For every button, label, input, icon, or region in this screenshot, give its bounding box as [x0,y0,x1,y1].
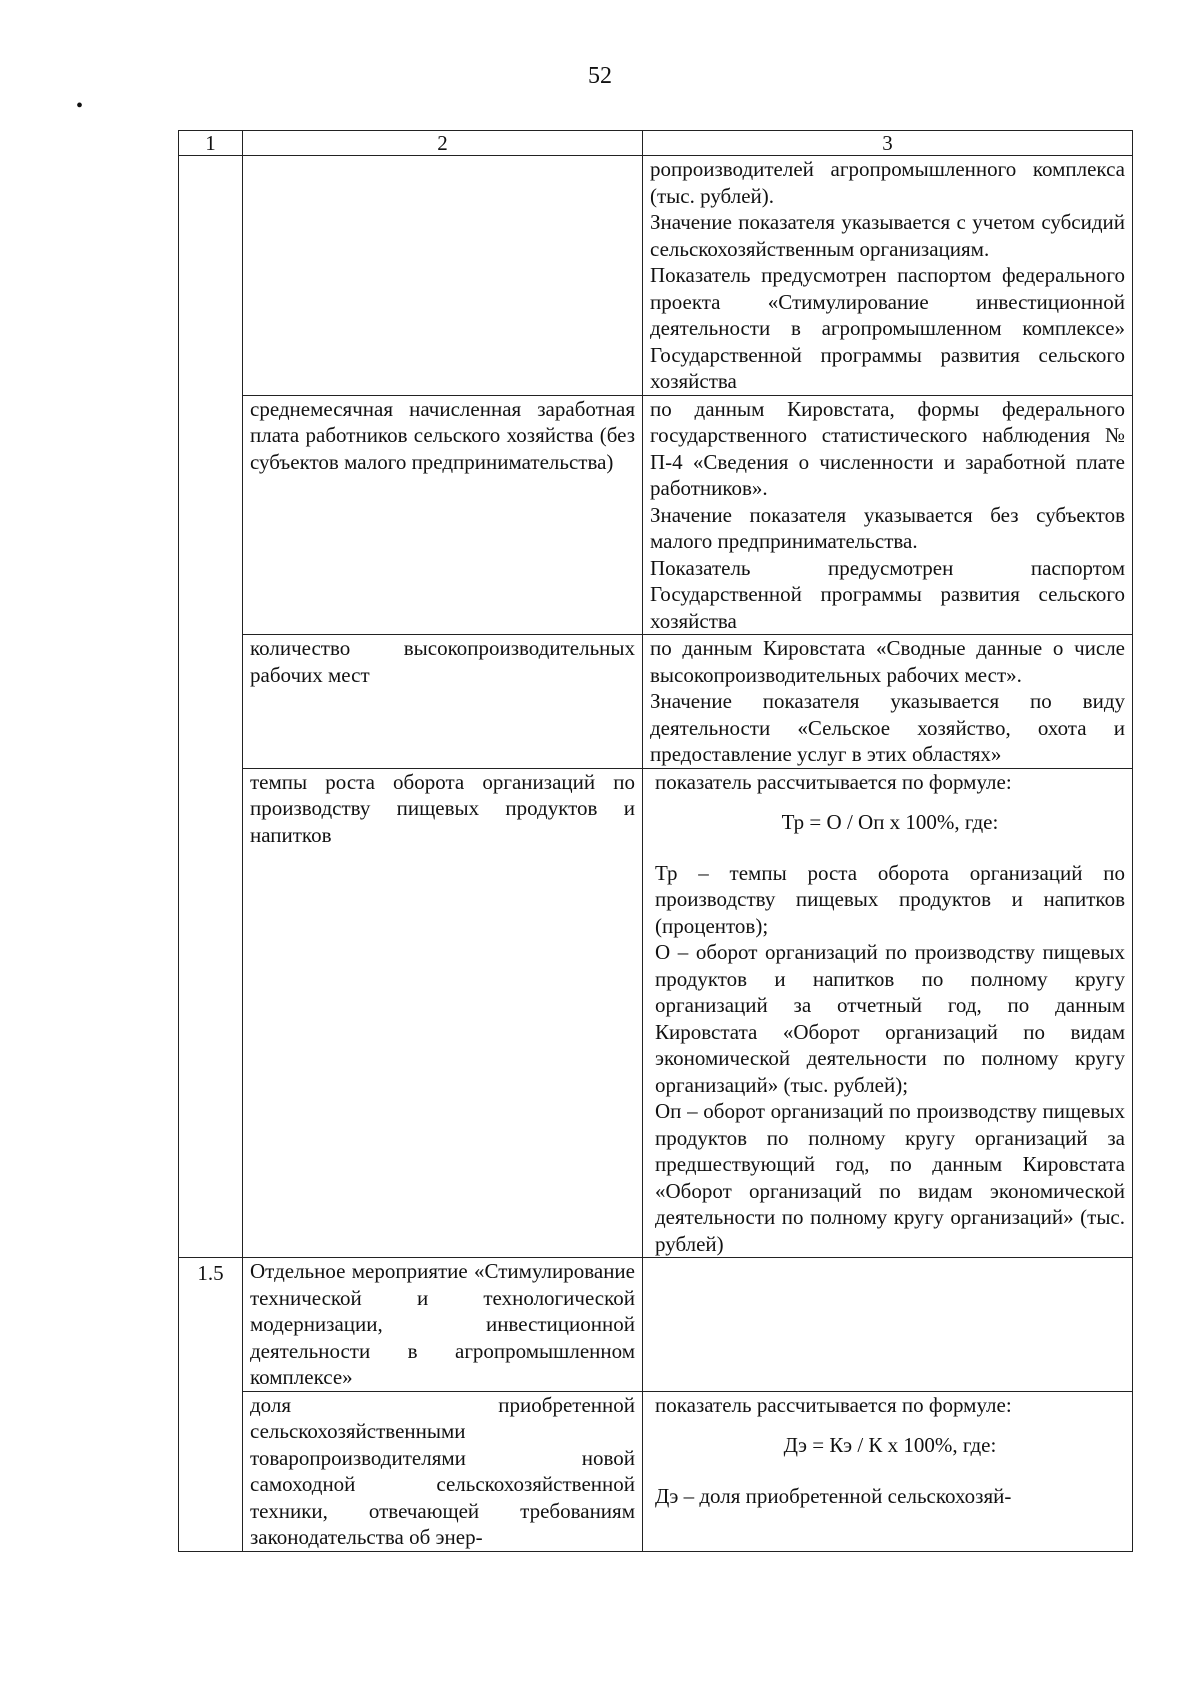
indicator-name: темпы роста оборота организаций по производству пищевых продуктов и напитков [243,768,643,1258]
method-paragraph: ропроизводителей агропромышленного комплекса (тыс. рублей). [650,157,1125,208]
margin-mark: • [76,95,84,117]
method-paragraph: Оп – оборот организаций по производству пищевых продуктов по полному кругу организаций за предшествующий год, по данным Кировстата «Оборот организаций по видам экономической деятельности по полному кругу организаций» (тыс. рублей) [655,1099,1125,1256]
method-paragraph: Показатель предусмотрен паспортом Государственной программы развития сельского хозяйства [650,555,1125,633]
indicator-method [643,768,1133,1258]
row-number: 1.5 [179,1258,243,1552]
method-paragraph: Тр – темпы роста оборота организаций по производству пищевых продуктов и напитков (процентов); [655,860,1125,938]
formula: Дэ = Кэ / К x 100%, где: [783,1433,997,1457]
formula: Тр = О / Оп x 100%, где: [781,810,999,834]
method-paragraph: О – оборот организаций по производству пищевых продуктов и напитков по полному кругу организаций за отчетный год, по данным Кировстата «Оборот организаций по видам экономической деятельности по полному кругу организаций» (тыс. рублей); [655,940,1125,1097]
header-col-2: 2 [243,131,643,156]
table-row [179,1258,1133,1392]
page-number: 52 [588,63,612,89]
header-col-1: 1 [179,131,243,156]
indicator-name: количество высокопроизводительных рабочих мест [243,635,643,769]
method-paragraph: Значение показателя указывается без субъектов малого предпринимательства. [650,502,1125,553]
indicator-name: доля приобретенной сельскохозяйственными товаропроизводителями новой самоходной сельскохозяйственной техники, отвечающей требованиям законодательства об энер- [243,1391,643,1551]
table-row [179,768,1133,1258]
method-paragraph: по данным Кировстата, формы федерального государственного статистического наблюдения № П-4 «Сведения о численности и заработной плате работников». [650,396,1125,500]
indicator-name [243,156,643,396]
indicator-method [643,1258,1133,1392]
indicator-method [643,156,1133,396]
table-header-row [179,131,1133,156]
indicator-method [643,1391,1133,1551]
table-row [179,635,1133,769]
indicator-table [178,130,1133,1552]
table-row [179,395,1133,635]
method-paragraph: Значение показателя указывается с учетом субсидий сельскохозяйственным организациям. [650,210,1125,261]
indicator-method [643,395,1133,635]
table-row [179,156,1133,396]
method-paragraph: Показатель предусмотрен паспортом федерального проекта «Стимулирование инвестиционной деятельности в агропромышленном комплексе» Государственной программы развития сельского хозяйства [650,263,1125,393]
method-paragraph: Значение показателя указывается по виду деятельности «Сельское хозяйство, охота и предоставление услуг в этих областях» [650,689,1125,766]
header-col-3: 3 [643,131,1133,156]
measure-name: Отдельное мероприятие «Стимулирование технической и технологической модернизации, инвестиционной деятельности в агропромышленном комплексе» [243,1258,643,1392]
indicator-method [643,635,1133,769]
row-number [179,156,243,1258]
indicator-name: среднемесячная начисленная заработная плата работников сельского хозяйства (без субъектов малого предпринимательства) [243,395,643,635]
method-intro: показатель рассчитывается по формуле: [655,1392,1012,1417]
method-paragraph: Дэ – доля приобретенной сельскохозяй- [655,1483,1012,1508]
method-paragraph: по данным Кировстата «Сводные данные о числе высокопроизводительных рабочих мест». [650,636,1125,687]
method-intro: показатель рассчитывается по формуле: [655,769,1012,794]
table-row [179,1391,1133,1551]
